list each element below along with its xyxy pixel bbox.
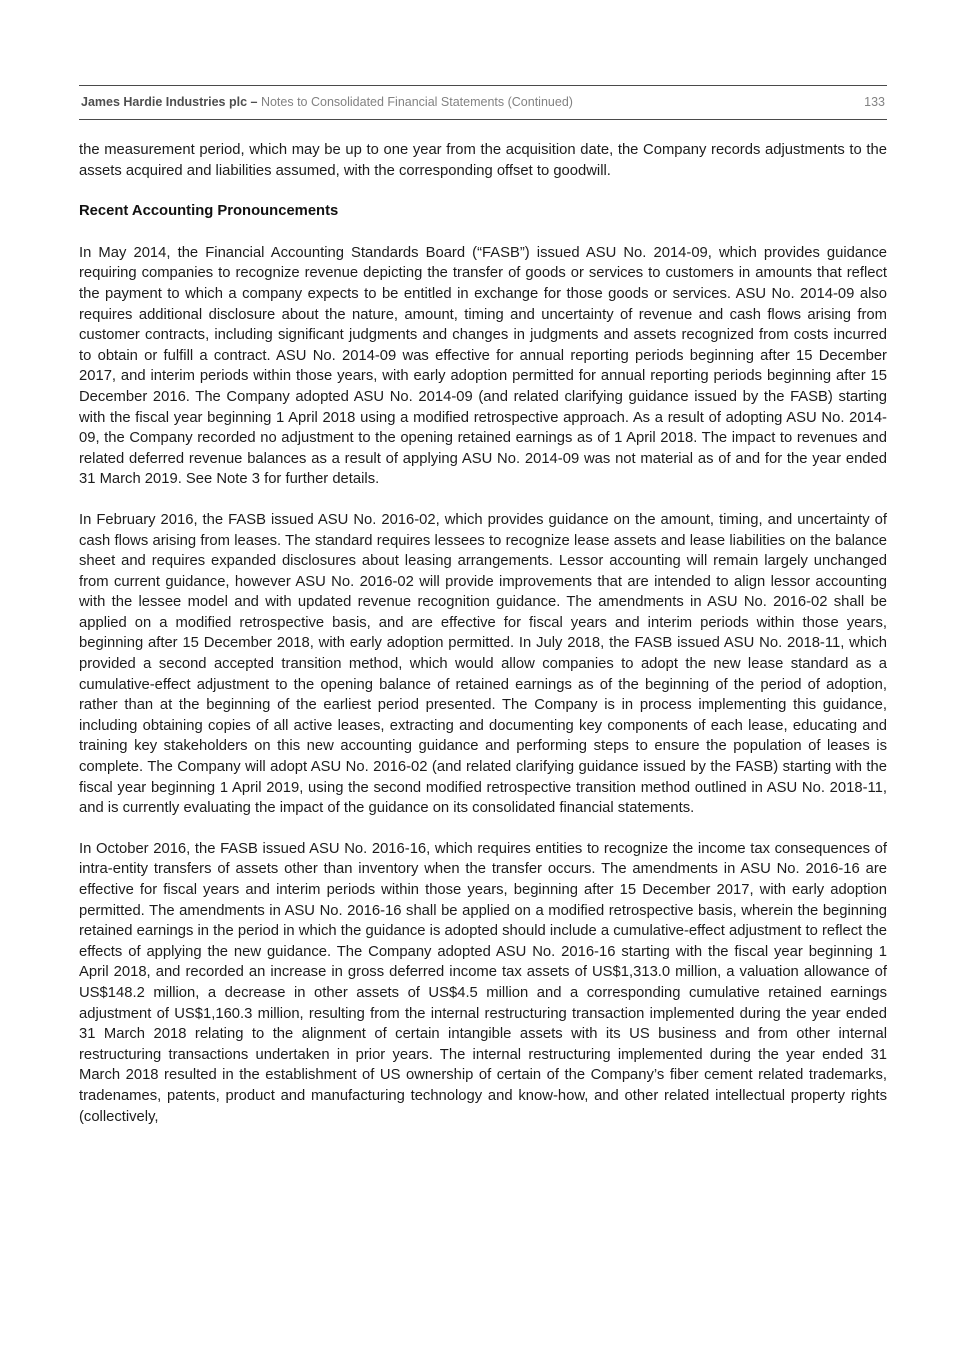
company-name: James Hardie Industries plc – <box>81 95 258 109</box>
running-head <box>81 95 573 110</box>
section-heading: Recent Accounting Pronouncements <box>79 203 339 220</box>
document-title: Notes to Consolidated Financial Statements (Continued) <box>260 95 573 109</box>
paragraph-asu-2014-09: In May 2014, the Financial Accounting Standards Board (“FASB”) issued ASU No. 2014-09, which provides guidance requiring companies to recognize revenue depicting the transfer of goods or services to customers in amounts that reflect the payment to which a company expects to be entitled in exchange for those goods or services. ASU No. 2014-09 also requires additional disclosure about the nature, amount, timing and uncertainty of revenue and cash flows arising from customer contracts, including significant judgments and changes in judgments and assets recognized from costs incurred to obtain or fulfill a contract. ASU No. 2014-09 was effective for annual reporting periods beginning after 15 December 2017, and interim periods within those years, with early adoption permitted for annual reporting periods beginning after 15 December 2016. The Company adopted ASU No. 2014-09 (and related clarifying guidance issued by the FASB) starting with the fiscal year beginning 1 April 2018 using a modified retrospective approach. As a result of adopting ASU No. 2014-09, the Company recorded no adjustment to the opening retained earnings as of 1 April 2018. The impact to revenues and related deferred revenue balances as a result of applying ASU No. 2014-09 was not material as of and for the year ended 31 March 2019. See Note 3 for further details. <box>79 244 887 488</box>
page-number: 133 <box>864 95 885 109</box>
paragraph-asu-2016-16: In October 2016, the FASB issued ASU No. 2016-16, which requires entities to recognize the income tax consequences of intra-entity transfers of assets other than inventory when the transfer occurs. The amendments in ASU No. 2016-16 are effective for fiscal years and interim periods within those years, beginning after 15 December 2017, with early adoption permitted. The amendments in ASU No. 2016-16 shall be applied on a modified retrospective basis, wherein the beginning retained earnings in the period in which the guidance is adopted should include a cumulative-effect adjustment to reflect the effects of applying the new guidance. The Company adopted ASU No. 2016-16 starting with the fiscal year beginning 1 April 2018, and recorded an increase in gross deferred income tax assets of US$1,313.0 million, a valuation allowance of US$148.2 million, a decrease in other assets of US$4.5 million and a corresponding cumulative retained earnings adjustment of US$1,160.3 million, resulting from the internal restructuring transaction implemented during the year ended 31 March 2018 relating to the alignment of certain intangible assets with its US business and from other internal restructuring transactions undertaken in prior years. The internal restructuring implemented during the year ended 31 March 2018 resulted in the establishment of US ownership of certain of the Company’s fiber cement related trademarks, tradenames, patents, product and manufacturing technology and know-how, and other related intellectual property rights (collectively, <box>79 840 887 1125</box>
document-body <box>79 120 887 1127</box>
paragraph-intro: the measurement period, which may be up to one year from the acquisition date, the Company records adjustments to the assets acquired and liabilities assumed, with the corresponding offset to goodwill. <box>79 142 887 179</box>
paragraph-asu-2016-02: In February 2016, the FASB issued ASU No. 2016-02, which provides guidance on the amount, timing, and uncertainty of cash flows arising from leases. The standard requires lessees to recognize lease assets and lease liabilities on the balance sheet and requires expanded disclosures about leasing arrangements. Lessor accounting will remain largely unchanged from current guidance, however ASU No. 2016-02 will provide improvements that are intended to align lessor accounting with the lessee model and with updated revenue recognition guidance. The amendments in ASU No. 2016-02 shall be applied on a modified retrospective basis, and are effective for fiscal years and interim periods within those years, beginning after 15 December 2018, with early adoption permitted. In July 2018, the FASB issued ASU No. 2018-11, which provided a second accepted transition method, which would allow companies to adopt the new lease standard as a cumulative-effect adjustment to the opening balance of retained earnings as of the beginning of the period of adoption, rather than at the beginning of the earliest period presented. The Company is in process implementing this guidance, including obtaining copies of all active leases, extracting and documenting key components of each lease, educating and training key stakeholders on this new accounting guidance and performing steps to ensure the population of leases is complete. The Company will adopt ASU No. 2016-02 (and related clarifying guidance issued by the FASB) starting with the fiscal year beginning 1 April 2019, using the second modified retrospective transition method outlined in ASU No. 2018-11, and is currently evaluating the impact of the guidance on its consolidated financial statements. <box>79 511 887 817</box>
page-header <box>79 85 887 120</box>
